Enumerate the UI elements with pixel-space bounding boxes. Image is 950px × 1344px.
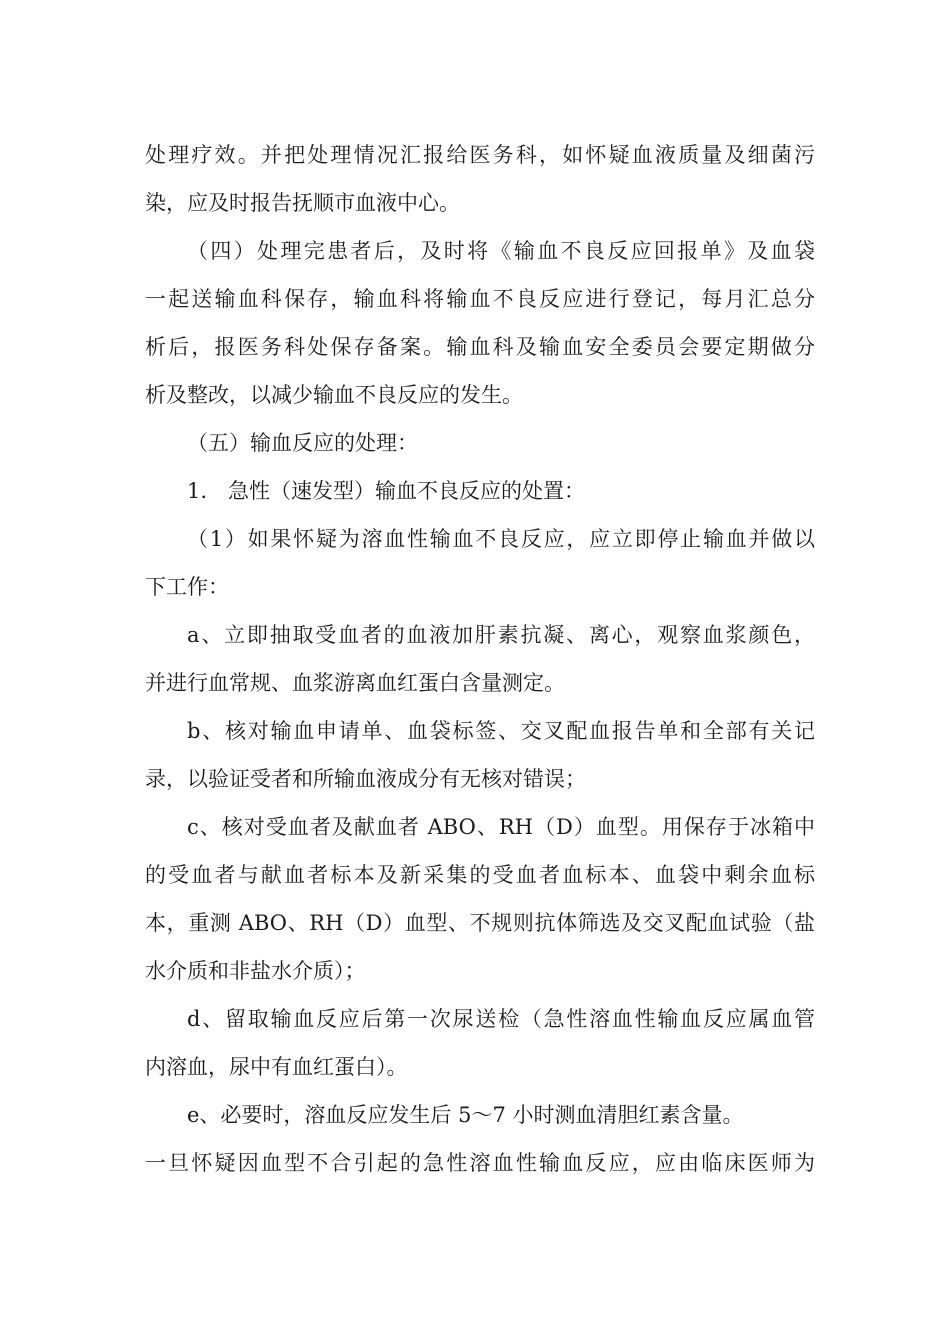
text-line: 1. 急性（速发型）输血不良反应的处置： [187, 479, 586, 503]
text-line: c、核对受血者及献血者 ABO、RH（D）血型。用保存于冰箱中 [187, 815, 815, 839]
text-line: 下工作： [145, 575, 229, 599]
text-line: 处理疗效。并把处理情况汇报给医务科，如怀疑血液质量及细菌污 [145, 143, 815, 167]
text-line: e、必要时，溶血反应发生后 5～7 小时测血清胆红素含量。 [187, 1103, 744, 1127]
text-line: 一起送输血科保存，输血科将输血不良反应进行登记，每月汇总分 [145, 287, 815, 311]
text-line: 本，重测 ABO、RH（D）血型、不规则抗体筛选及交叉配血试验（盐 [145, 911, 815, 935]
text-line: （五）输血反应的处理： [187, 431, 418, 455]
document-body [145, 131, 815, 1187]
text-line: （1）如果怀疑为溶血性输血不良反应，应立即停止输血并做以 [187, 527, 815, 551]
text-line: a、立即抽取受血者的血液加肝素抗凝、离心，观察血浆颜色， [187, 623, 815, 647]
text-line: 一旦怀疑因血型不合引起的急性溶血性输血反应，应由临床医师为 [145, 1151, 815, 1175]
text-line: 并进行血常规、血浆游离血红蛋白含量测定。 [145, 671, 565, 695]
text-line: 析后，报医务科处保存备案。输血科及输血安全委员会要定期做分 [145, 335, 815, 359]
text-line: b、核对输血申请单、血袋标签、交叉配血报告单和全部有关记 [187, 719, 815, 743]
text-line: 录，以验证受者和所输血液成分有无核对错误； [145, 767, 586, 791]
text-line: （四）处理完患者后，及时将《输血不良反应回报单》及血袋 [187, 239, 815, 263]
text-line: 水介质和非盐水介质）； [145, 959, 366, 983]
text-line: 的受血者与献血者标本及新采集的受血者血标本、血袋中剩余血标 [145, 863, 815, 887]
text-line: 析及整改，以减少输血不良反应的发生。 [145, 383, 523, 407]
text-line: 染，应及时报告抚顺市血液中心。 [145, 191, 460, 215]
text-line: d、留取输血反应后第一次尿送检（急性溶血性输血反应属血管 [187, 1007, 815, 1031]
text-line: 内溶血，尿中有血红蛋白）。 [145, 1055, 408, 1079]
